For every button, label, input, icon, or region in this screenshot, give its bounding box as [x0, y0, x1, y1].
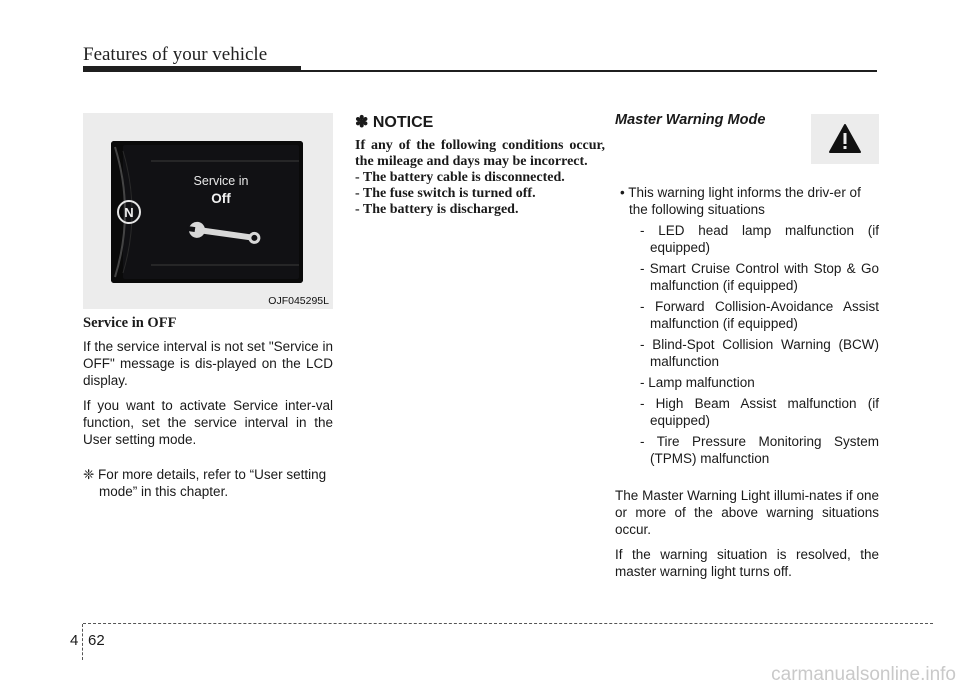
- notice-title: ✽ NOTICE: [355, 114, 434, 131]
- list-item: - Forward Collision-Avoidance Assist malfunction (if equipped): [640, 299, 879, 331]
- warning-bullet: • This warning light informs the driv-er of the following situations: [620, 185, 861, 217]
- notice-item: - The battery is discharged.: [355, 202, 519, 217]
- list-item: - Blind-Spot Collision Warning (BCW) malfunction: [640, 337, 879, 369]
- figure-code: OJF045295L: [268, 295, 329, 307]
- cluster-display-figure: [83, 113, 333, 309]
- service-heading: Service in OFF: [83, 315, 177, 331]
- gear-letter: N: [124, 205, 134, 220]
- header-rule-thick: [83, 66, 301, 72]
- list-item: - LED head lamp malfunction (if equipped): [640, 223, 879, 255]
- warning-condition-list: [615, 222, 879, 467]
- page-header-title: Features of your vehicle: [83, 44, 268, 65]
- page-number: 62: [88, 632, 105, 649]
- notice-intro: If any of the following conditions occur, the mileage and days may be incorrect.: [355, 138, 605, 169]
- notice-section: [355, 112, 605, 218]
- list-item: - Smart Cruise Control with Stop & Go malfunction (if equipped): [640, 261, 879, 293]
- notice-item: - The fuse switch is turned off.: [355, 186, 536, 201]
- list-item: - High Beam Assist malfunction (if equipped): [640, 396, 879, 428]
- lcd-display: [111, 141, 303, 283]
- reference-note: ❈ For more details, refer to “User setting mode” in this chapter.: [83, 467, 327, 499]
- master-warning-paragraph-2: If the warning situation is resolved, the master warning light turns off.: [615, 547, 879, 579]
- service-paragraph-2: If you want to activate Service inter-val function, set the service interval in the User setting mode.: [83, 398, 333, 447]
- master-warning-section: [615, 112, 879, 588]
- chapter-number: 4: [70, 632, 79, 649]
- service-paragraph-1: If the service interval is not set "Service in OFF" message is dis-played on the LCD display.: [83, 339, 333, 388]
- notice-item: - The battery cable is disconnected.: [355, 170, 565, 185]
- warning-triangle-icon: [828, 123, 862, 155]
- watermark: carmanualsonline.info: [771, 664, 956, 685]
- lcd-line-2: Off: [211, 191, 231, 206]
- master-warning-title: Master Warning Mode: [615, 112, 766, 128]
- footer-vertical-divider: [82, 624, 83, 660]
- header-rule-thin: [301, 70, 877, 72]
- master-warning-paragraph-1: The Master Warning Light illumi-nates if one or more of the above warning situations occur.: [615, 488, 879, 537]
- service-section: [83, 315, 333, 500]
- lcd-graphic: [111, 141, 303, 283]
- lcd-line-1: Service in: [193, 174, 249, 188]
- list-item: - Lamp malfunction: [640, 375, 755, 390]
- footer-divider: [83, 623, 933, 624]
- list-item: - Tire Pressure Monitoring System (TPMS) malfunction: [640, 434, 879, 466]
- warning-light-box: [811, 114, 879, 164]
